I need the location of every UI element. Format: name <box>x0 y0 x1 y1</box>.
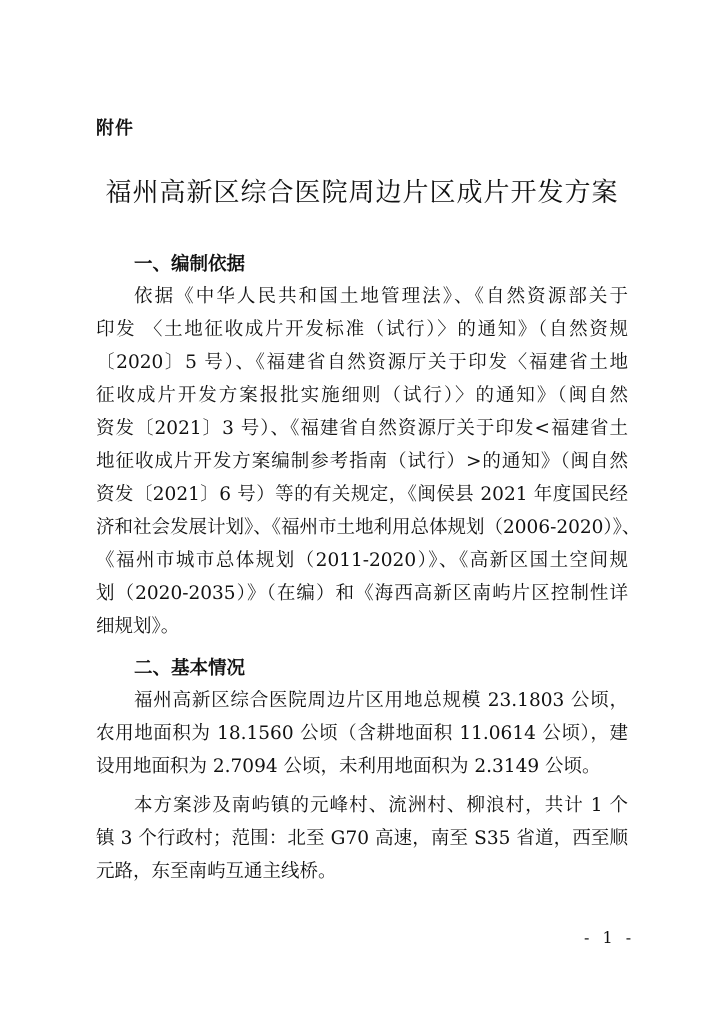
document-title: 福州高新区综合医院周边片区成片开发方案 <box>105 178 619 208</box>
paragraph-line: 本方案涉及南屿镇的元峰村、流洲村、柳浪村，共计 1 个 <box>134 795 628 816</box>
paragraph-line: 元路，东至南屿互通主线桥。 <box>96 861 337 882</box>
paragraph-line: 征收成片开发方案报批实施细则（试行）〉的通知》（闽自然 <box>96 385 628 406</box>
paragraph-line: 细规划》。 <box>96 616 180 637</box>
paragraph-line: 济和社会发展计划》、《福州市土地利用总体规划（2006-2020）》、 <box>96 517 641 538</box>
paragraph-line: 印发 〈土地征收成片开发标准（试行）〉的通知》（自然资规 <box>96 319 628 340</box>
paragraph-line: 福州高新区综合医院周边片区用地总规模 23.1803 公顷， <box>134 690 628 711</box>
paragraph-line: 资发〔2021〕6 号）等的有关规定，《闽侯县 2021 年度国民经 <box>96 484 628 505</box>
paragraph-line: 划（2020-2035）》（在编）和《海西高新区南屿片区控制性详 <box>96 583 628 604</box>
section-heading-basis: 一、编制依据 <box>134 254 246 275</box>
page-number: - 1 - <box>584 928 636 947</box>
paragraph-line: 设用地面积为 2.7094 公顷，未利用地面积为 2.3149 公顷。 <box>96 756 601 777</box>
paragraph-line: 资发〔2021〕3 号）、《福建省自然资源厅关于印发<福建省土 <box>96 418 628 439</box>
paragraph-line: 地征收成片开发方案编制参考指南（试行）>的通知》（闽自然 <box>96 451 628 472</box>
paragraph-line: 农用地面积为 18.1560 公顷（含耕地面积 11.0614 公顷），建 <box>96 723 628 744</box>
attachment-label: 附件 <box>96 118 134 139</box>
paragraph-line: 镇 3 个行政村；范围：北至 G70 高速，南至 S35 省道，西至顺 <box>96 828 628 849</box>
paragraph-line: 依据《中华人民共和国土地管理法》、《自然资源部关于 <box>134 286 628 307</box>
paragraph-line: 《福州市城市总体规划（2011-2020）》、《高新区国土空间规 <box>96 550 628 571</box>
paragraph-line: 〔2020〕5 号）、《福建省自然资源厅关于印发〈福建省土地 <box>96 352 628 373</box>
section-heading-basic-info: 二、基本情况 <box>134 658 246 679</box>
